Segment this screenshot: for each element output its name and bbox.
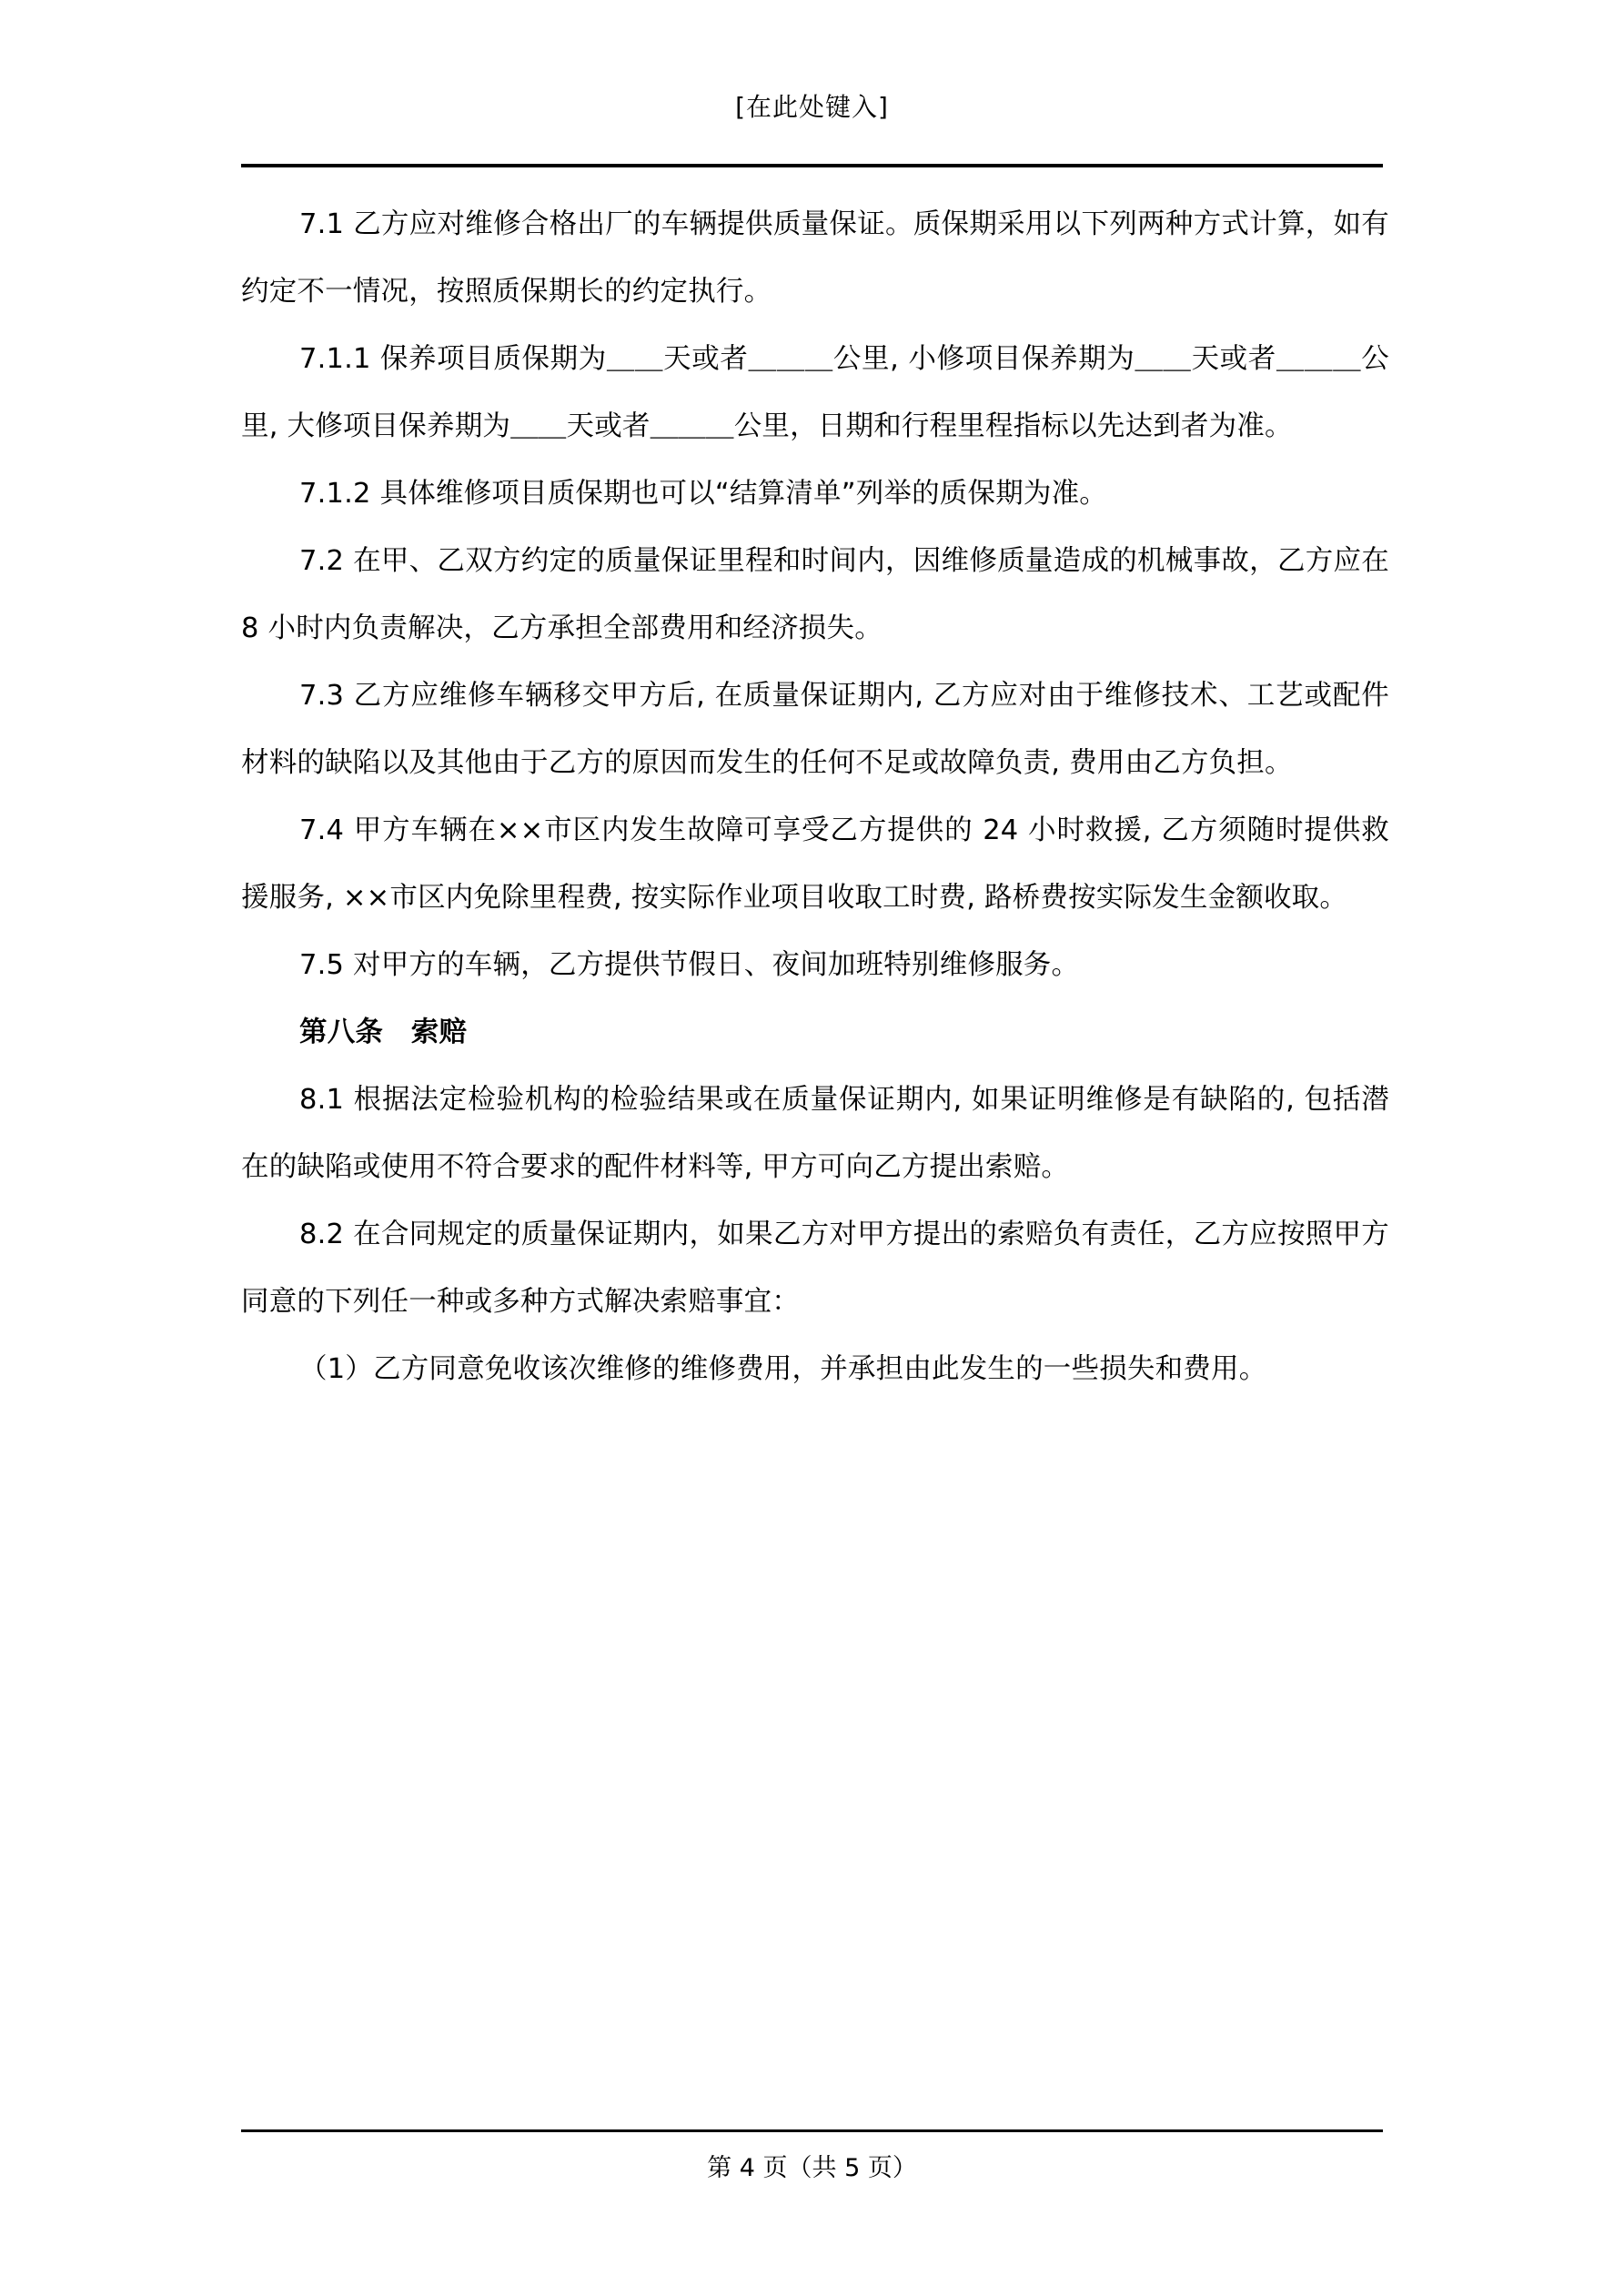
paragraph-8-2: 8.2 在合同规定的质量保证期内，如果乙方对甲方提出的索赔负有责任，乙方应按照甲方同意的下列任一种或多种方式解决索赔事宜： [241,1219,1389,1318]
paragraph-8-1: 8.1 根据法定检验机构的检验结果或在质量保证期内, 如果证明维修是有缺陷的, 包括潜在的缺陷或使用不符合要求的配件材料等, 甲方可向乙方提出索赔。 [241,1084,1389,1183]
section-heading-8: 第八条 索赔 [299,1017,468,1048]
paragraph-7-2: 7.2 在甲、乙双方约定的质量保证里程和时间内，因维修质量造成的机械事故，乙方应在 8 小时内负责解决，乙方承担全部费用和经济损失。 [241,545,1389,644]
paragraph-8-2-item-1: （1）乙方同意免收该次维修的维修费用，并承担由此发生的一些损失和费用。 [299,1353,1267,1385]
document-body [241,191,1389,1403]
page-header: [在此处键入] [735,92,889,122]
paragraph-7-1-2: 7.1.2 具体维修项目质保期也可以“结算清单”列举的质保期为准。 [299,478,1108,510]
paragraph-7-3: 7.3 乙方应维修车辆移交甲方后, 在质量保证期内, 乙方应对由于维修技术、工艺或配件材料的缺陷以及其他由于乙方的原因而发生的任何不足或故障负责, 费用由乙方负担。 [241,680,1389,779]
paragraph-7-5: 7.5 对甲方的车辆，乙方提供节假日、夜间加班特别维修服务。 [299,949,1080,981]
paragraph-7-4: 7.4 甲方车辆在××市区内发生故障可享受乙方提供的 24 小时救援, 乙方须随时提供救援服务, ××市区内免除里程费, 按实际作业项目收取工时费, 路桥费按实际发生金额收取。 [241,814,1389,914]
header-divider [241,164,1383,167]
paragraph-7-1: 7.1 乙方应对维修合格出厂的车辆提供质量保证。质保期采用以下列两种方式计算，如有约定不一情况，按照质保期长的约定执行。 [241,208,1389,308]
footer-divider [241,2129,1383,2132]
paragraph-7-1-1: 7.1.1 保养项目质保期为＿＿天或者＿＿＿公里, 小修项目保养期为＿＿天或者＿＿＿公里, 大修项目保养期为＿＿天或者＿＿＿公里，日期和行程里程指标以先达到者为准。 [241,343,1389,442]
page-footer: 第 4 页（共 5 页） [707,2154,917,2182]
